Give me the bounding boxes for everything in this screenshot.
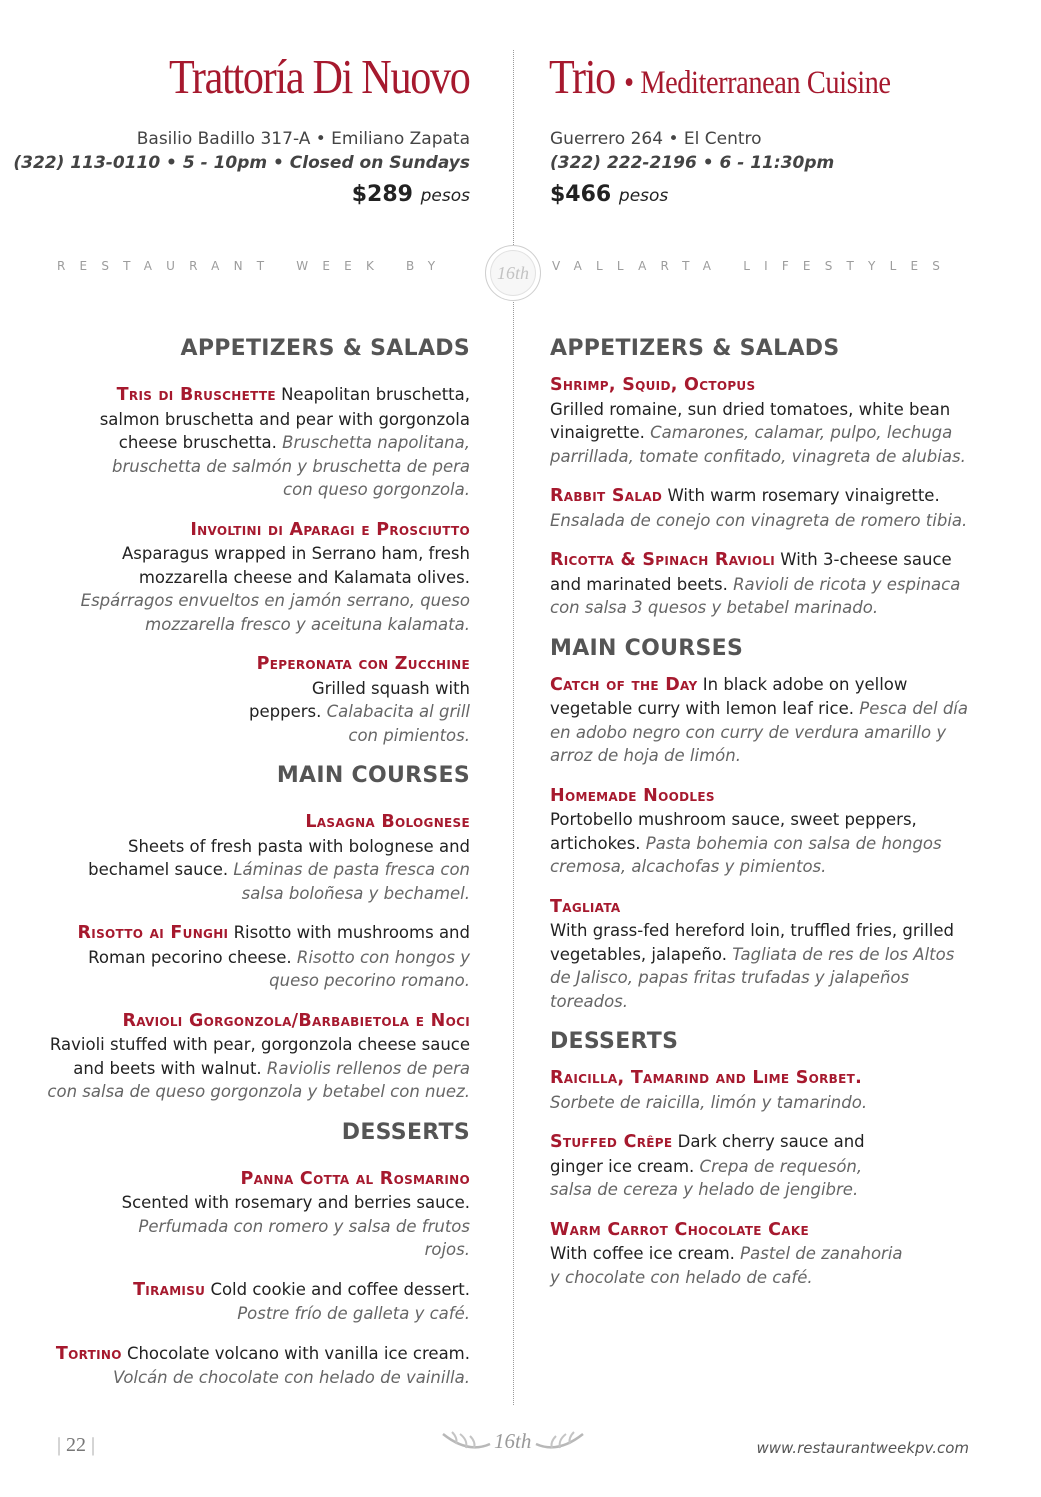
menu-item (550, 484, 970, 532)
restaurant-name-left: Trattoría Di Nuovo (169, 49, 470, 104)
menu-item-description: Scented with rosemary and berries sauce. (121, 1193, 470, 1212)
menu-item-spanish: Raviolis rellenos de pera con salsa de queso gorgonzola y betabel con nuez. (47, 1058, 470, 1101)
menu-item-spanish: Tagliata de res de los Altos de Jalisco, papas fritas trufadas y jalapeños toreados. (550, 944, 955, 1011)
restaurant-info-right (550, 127, 834, 208)
price-right (550, 183, 834, 208)
footer-edition: 16th (494, 1429, 532, 1453)
menu-item (550, 784, 970, 879)
menu-item-spanish: Crepa de requesón, salsa de cereza y helado de jengibre. (550, 1156, 863, 1199)
menu-item-spanish: Pesca del día en adobo negro con curry de verdura amarillo y arroz de hoja de limón. (550, 699, 968, 765)
menu-item-name: Involtini di Aparagi e Prosciutto (190, 519, 470, 540)
menu-item-name: Ricotta & Spinach Ravioli (550, 550, 776, 570)
menu-item-description: Chocolate volcano with vanilla ice cream. (126, 1343, 470, 1363)
section-heading: DESSERTS (341, 1119, 470, 1145)
menu-item-name: Risotto ai Funghi (77, 923, 229, 943)
menu-item (40, 1278, 470, 1326)
menu-item-spanish: Perfumada con romero y salsa de frutos rojos. (138, 1216, 470, 1259)
menu-item (40, 652, 470, 747)
menu-item-name: Homemade Noodles (550, 785, 715, 806)
menu-item-description: Risotto with mushrooms and Roman pecorino cheese. (88, 923, 470, 967)
section-heading: APPETIZERS & SALADS (180, 336, 470, 361)
menu-item-description: Portobello mushroom sauce, sweet peppers, artichokes. (550, 810, 917, 853)
address-left: Basilio Badillo 317-A • Emiliano Zapata (136, 129, 470, 149)
menu-item-spanish: Calabacita al grill con pimientos. (326, 702, 470, 745)
menu-item-name: Stuffed Crêpe (550, 1132, 673, 1152)
menu-item (40, 1009, 470, 1104)
menu-item-spanish: Ravioli de ricota y espinaca con salsa 3 quesos y betabel marinado. (550, 574, 961, 617)
contact-left: (322) 113-0110 • 5 - 10pm • Closed on Sundays (13, 153, 470, 173)
menu-item-spanish: Pasta bohemia con salsa de hongos cremosa, alcachofas y pimientos. (550, 833, 942, 876)
menu-item-name: Ravioli Gorgonzola/Barbabietola e Noci (122, 1010, 470, 1031)
contact-right: (322) 222-2196 • 6 - 11:30pm (550, 153, 835, 173)
menu-item-name: Tris di Bruschette (116, 385, 276, 405)
restaurant-name-right-main: Trio (549, 49, 615, 104)
menu-right (550, 336, 970, 1305)
menu-item-description: Asparagus wrapped in Serrano ham, fresh mozzarella cheese and Kalamata olives. (121, 544, 470, 587)
menu-item-spanish: Postre frío de galleta y café. (237, 1304, 470, 1323)
menu-item-spanish: Pastel de zanahoria y chocolate con helado de café. (550, 1244, 903, 1287)
menu-item (40, 383, 470, 502)
menu-item (550, 548, 970, 620)
menu-left (40, 336, 470, 1406)
menu-item-description: Sheets of fresh pasta with bolognese and bechamel sauce. (88, 836, 470, 879)
section-heading: MAIN COURSES (276, 763, 470, 788)
section-heading: MAIN COURSES (550, 635, 744, 661)
menu-item-description: With grass-fed hereford loin, truffled fries, grilled vegetables, jalapeño. (550, 921, 954, 964)
menu-item (40, 1167, 470, 1262)
price-left (13, 183, 470, 208)
menu-item (40, 810, 470, 905)
menu-item-spanish: Láminas de pasta fresca con salsa boloñesa y bechamel. (233, 860, 470, 903)
banner-left-text: RESTAURANT WEEK BY (57, 259, 450, 273)
price-value-right: $466 (550, 182, 612, 207)
menu-item (40, 1342, 470, 1390)
menu-item-description: Neapolitan bruschetta, salmon bruschetta and pear with gorgonzola cheese bruschetta. (99, 385, 470, 452)
menu-item-spanish: Bruschetta napolitana, bruschetta de salmón y bruschetta de pera con queso gorgonzola. (111, 433, 470, 499)
menu-item-name: Shrimp, Squid, Octopus (550, 375, 756, 395)
menu-item (40, 518, 470, 637)
menu-item-spanish: Volcán de chocolate con helado de vainilla. (113, 1368, 470, 1387)
menu-item-name: Tortino (55, 1343, 122, 1364)
menu-item-name: Peperonata con Zucchine (256, 654, 470, 674)
currency-left: pesos (420, 186, 470, 206)
price-value-left: $289 (351, 182, 413, 207)
menu-item-description: With coffee ice cream. (550, 1244, 735, 1263)
edition-badge: 16th (485, 245, 541, 301)
menu-item-description: Ravioli stuffed with pear, gorgonzola cheese sauce and beets with walnut. (49, 1035, 470, 1078)
page-number: | 22 | (57, 1434, 96, 1456)
menu-item-name: Raicilla, Tamarind and Lime Sorbet. (550, 1068, 863, 1088)
section-heading: APPETIZERS & SALADS (550, 336, 840, 361)
menu-item-description: In black adobe on yellow vegetable curry with lemon leaf rice. (550, 674, 908, 718)
banner-right-text: VALLARTA LIFESTYLES (552, 259, 955, 273)
menu-item-name: Panna Cotta al Rosmarino (240, 1168, 470, 1189)
menu-item (40, 921, 470, 993)
menu-item-description: Dark cherry sauce and ginger ice cream. (550, 1132, 865, 1176)
section-heading: DESSERTS (550, 1029, 679, 1054)
address-right: Guerrero 264 • El Centro (550, 129, 762, 149)
menu-item-description: Grilled squash with peppers. (249, 678, 470, 721)
restaurant-name-right (549, 48, 891, 105)
menu-item (550, 895, 970, 1014)
menu-item-name: Rabbit Salad (550, 486, 663, 506)
menu-item (550, 1066, 970, 1114)
menu-item (550, 673, 970, 768)
page-number-value: 22 (66, 1434, 87, 1456)
menu-item (550, 1218, 970, 1290)
menu-item-name: Catch of the Day (550, 674, 698, 695)
menu-item-name: Warm Carrot Chocolate Cake (550, 1219, 809, 1240)
menu-item-name: Tagliata (550, 896, 621, 917)
menu-item (550, 373, 970, 468)
menu-item (550, 1130, 970, 1202)
menu-item-description: With 3-cheese sauce and marinated beets. (550, 550, 952, 594)
menu-item-spanish: Espárragos envueltos en jamón serrano, queso mozzarella fresco y aceituna kalamata. (80, 591, 470, 634)
restaurant-subtitle-right: • Mediterranean Cuisine (624, 65, 891, 101)
menu-item-description: Grilled romaine, sun dried tomatoes, white bean vinaigrette. (550, 399, 951, 442)
menu-item-spanish: Risotto con hongos y queso pecorino romano. (269, 947, 470, 990)
restaurant-info-left (13, 127, 470, 208)
menu-item-spanish: Sorbete de raicilla, limón y tamarindo. (550, 1092, 868, 1112)
menu-item-description: With warm rosemary vinaigrette. (667, 486, 940, 505)
footer-url[interactable]: www.restaurantweekpv.com (756, 1439, 969, 1457)
currency-right: pesos (618, 186, 669, 206)
menu-item-spanish: Camarones, calamar, pulpo, lechuga parrillada, tomate confitado, vinagreta de alubias. (550, 423, 966, 466)
menu-item-spanish: Ensalada de conejo con vinagreta de romero tibia. (550, 510, 968, 530)
footer-ornament (438, 1420, 588, 1460)
menu-item-name: Tiramisu (133, 1279, 206, 1300)
menu-item-name: Lasagna Bolognese (305, 812, 470, 832)
menu-item-description: Cold cookie and coffee dessert. (210, 1279, 470, 1299)
